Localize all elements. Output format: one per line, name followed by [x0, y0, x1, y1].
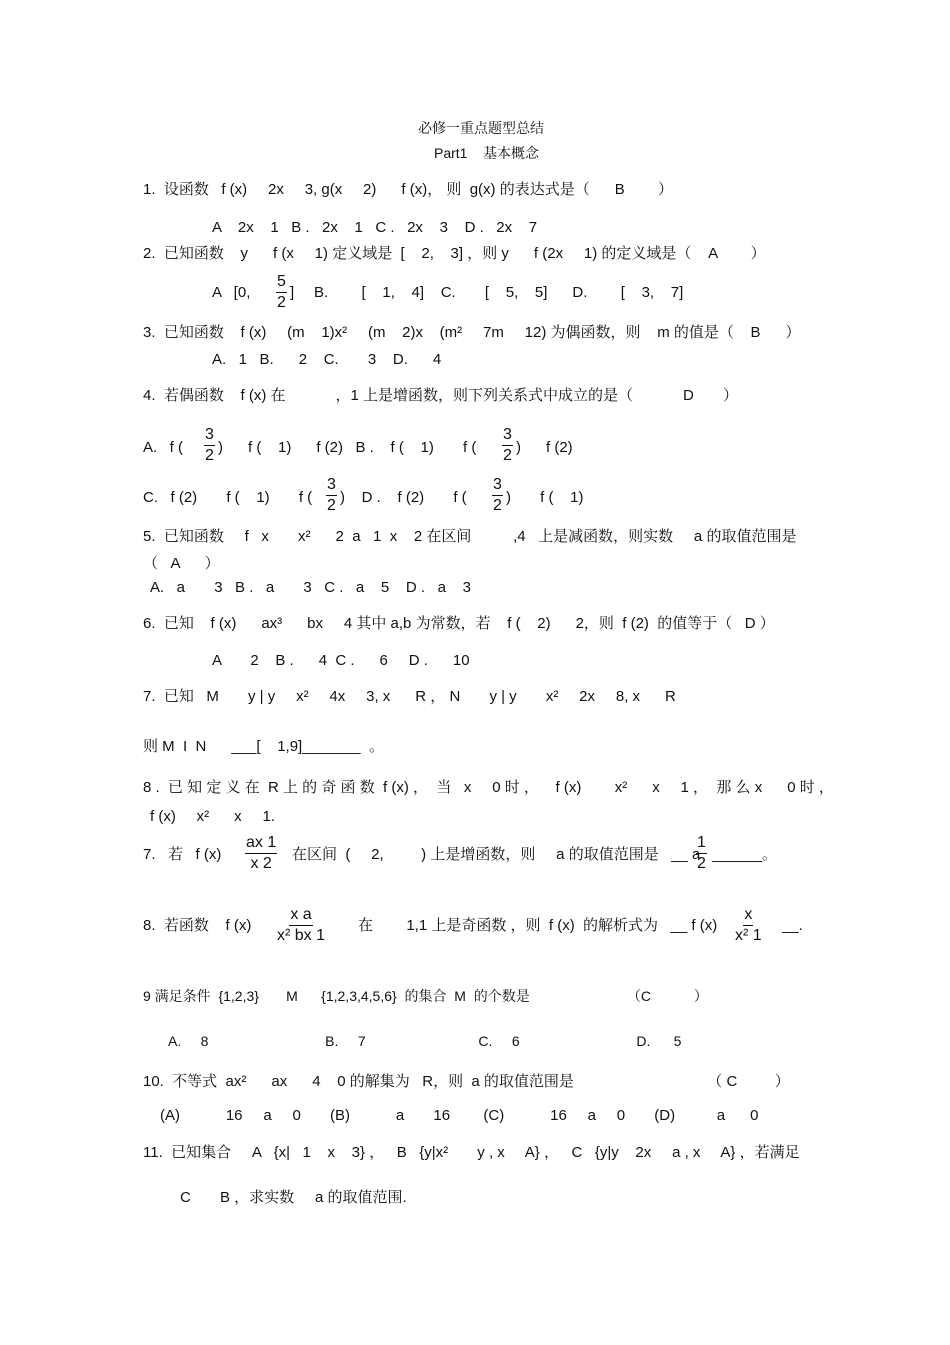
question-2-fraction: [276, 274, 287, 311]
question-6-stem: 6. 已知 f (x) ax³ bx 4 其中 a,b 为常数，若 f ( 2) 2，则 f (2) 的值等于（ D ）: [143, 615, 775, 632]
question-8b-middle: 在 1,1 上是奇函数 ，则 f (x) 的解析式为 __ f (x): [358, 917, 718, 934]
question-5-options: A. a 3 B . a 3 C . a 5 D . a 3: [150, 579, 471, 596]
question-4-option-a-part2: ) f ( 1) f (2) B . f ( 1) f (: [218, 439, 477, 456]
page-subtitle: Part1 基本概念: [434, 145, 540, 161]
question-3-options: A. 1 B. 2 C. 3 D. 4: [212, 351, 442, 368]
question-5-answer-paren: （ A ）: [143, 555, 220, 572]
fraction-denominator: 2: [205, 447, 214, 464]
fraction-numerator: 5: [276, 274, 287, 293]
question-2-bracket: ]: [290, 284, 295, 301]
question-8b-tail: __.: [782, 917, 803, 934]
question-10-stem: 10. 不等式 ax² ax 4 0 的解集为 R，则 a 的取值范围是 （ C ）: [143, 1073, 790, 1090]
fraction-numerator: x: [743, 907, 753, 926]
question-2-stem: 2. 已知函数 y f (x 1) 定义域是 [ 2, 3] ，则 y f (2x 1) 的定义域是（ A ）: [143, 245, 766, 262]
fraction-numerator: x a: [289, 907, 312, 926]
question-2-options-rest: B. [ 1, 4] C. [ 5, 5] D. [ 3, 7]: [314, 284, 684, 301]
question-11-tail: C B ，求实数 a 的取值范围.: [180, 1189, 407, 1206]
fraction-denominator: x 2: [250, 855, 272, 872]
fraction-numerator: 3: [492, 477, 503, 496]
question-7b-half: [696, 835, 707, 872]
question-9-options: A. 8 B. 7 C. 6 D. 5: [168, 1033, 682, 1049]
fraction-numerator: 3: [326, 477, 337, 496]
question-7b-middle: 在区间 ( 2, ) 上是增函数，则 a 的取值范围是 __ a: [292, 846, 701, 863]
question-8-answer: f (x) x² x 1.: [150, 808, 276, 825]
question-7b-tail: ______。: [712, 846, 778, 863]
fraction-numerator: ax 1: [245, 835, 277, 854]
question-1-stem: 1. 设函数 f (x) 2x 3, g(x 2) f (x)， 则 g(x) 的表达式是（ B ）: [143, 181, 674, 198]
fraction-denominator: x² 1: [735, 927, 762, 944]
question-5-stem: 5. 已知函数 f x x² 2 a 1 x 2 在区间 ,4 上是减函数，则实数 a 的取值范围是: [143, 528, 797, 545]
question-7-stem: 7. 已知 M y | y x² 4x 3, x R ， N y | y x² 2x 8, x R: [143, 688, 676, 705]
question-4-fraction-2: [502, 427, 513, 464]
fraction-denominator: x² bx 1: [277, 927, 326, 944]
fraction-denominator: 2: [327, 497, 336, 514]
question-4-option-c-part2: ) D . f (2) f (: [340, 489, 467, 506]
question-7b-prefix: 7. 若 f (x): [143, 846, 222, 863]
page-title: 必修一重点题型总结: [418, 120, 544, 136]
question-8b-prefix: 8. 若函数 f (x): [143, 917, 252, 934]
question-4-stem: 4. 若偶函数 f (x) 在 ，1 上是增函数，则下列关系式中成立的是（ D ）: [143, 387, 739, 404]
fraction-denominator: 2: [493, 497, 502, 514]
question-4-option-c-part1: C. f (2) f ( 1) f (: [143, 489, 313, 506]
question-4-fraction-1: [204, 427, 215, 464]
question-8b-fraction: [277, 907, 325, 944]
question-7b-fraction: [245, 835, 277, 872]
question-9-stem: 9 满足条件 {1,2,3} M {1,2,3,4,5,6} 的集合 M 的个数是 （C ）: [143, 988, 708, 1004]
question-4-option-a-part3: ) f (2): [516, 439, 573, 456]
question-7-answer: 则 M I N ___[ 1,9]_______ 。: [143, 738, 384, 755]
question-3-stem: 3. 已知函数 f (x) (m 1)x² (m 2)x (m² 7m 12) 为偶函数，则 m 的值是（ B ）: [143, 324, 801, 341]
question-10-options: (A) 16 a 0 (B) a 16 (C) 16 a 0 (D) a 0: [160, 1107, 759, 1124]
question-11-stem: 11. 已知集合 A {x| 1 x 3} ， B {y|x² y , x A} ， C {y|y 2x a , x A} ，若满足: [143, 1144, 800, 1161]
question-4-fraction-3: [326, 477, 337, 514]
question-1-options: A 2x 1 B . 2x 1 C . 2x 3 D . 2x 7: [212, 219, 538, 236]
question-2-option-a: A [0,: [212, 284, 251, 301]
fraction-numerator: 3: [502, 427, 513, 446]
question-8b-answer-fraction: [735, 907, 762, 944]
question-4-option-a-part1: A. f (: [143, 439, 184, 456]
fraction-numerator: 3: [204, 427, 215, 446]
question-6-options: A 2 B . 4 C . 6 D . 10: [212, 652, 470, 669]
fraction-denominator: 2: [503, 447, 512, 464]
fraction-denominator: 2: [277, 294, 286, 311]
question-4-option-c-part3: ) f ( 1): [506, 489, 584, 506]
fraction-numerator: 1: [696, 835, 707, 854]
question-4-fraction-4: [492, 477, 503, 514]
question-8-stem: 8 . 已 知 定 义 在 R 上 的 奇 函 数 f (x) ， 当 x 0 时 ， f (x) x² x 1 ， 那 么 x 0 时 ，: [143, 779, 834, 796]
fraction-denominator: 2: [697, 855, 706, 872]
